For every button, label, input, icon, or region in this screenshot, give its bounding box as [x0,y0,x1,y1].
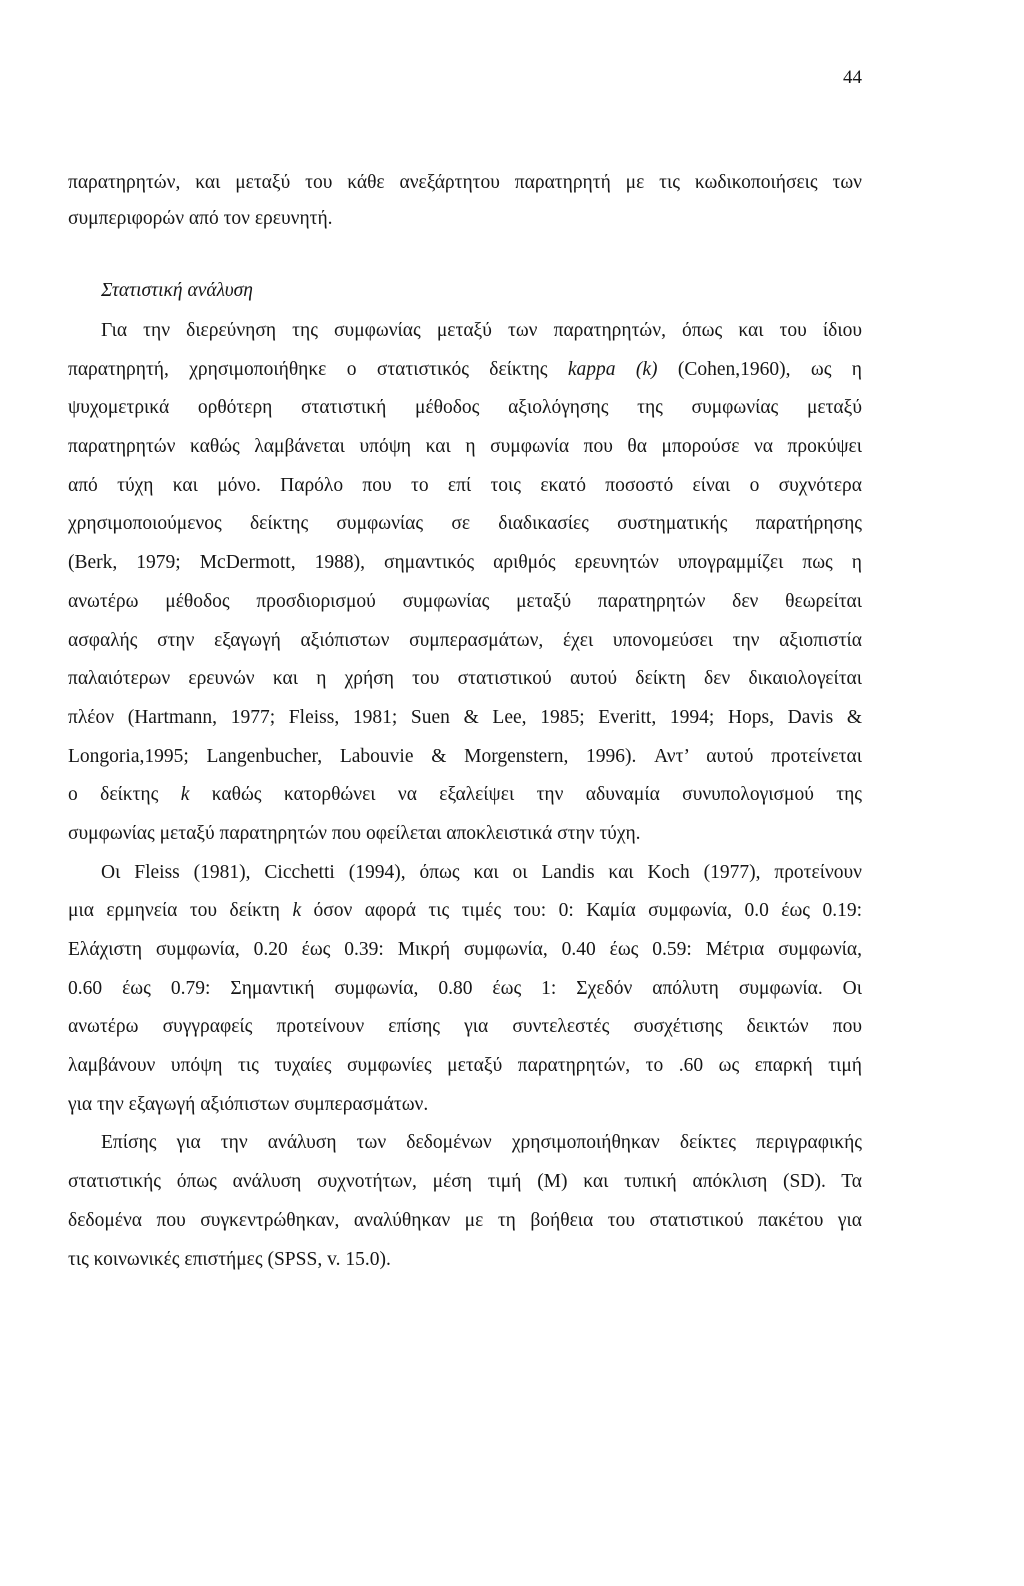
intro-paragraph [68,165,862,237]
paragraph [68,854,862,1125]
text-line: (Berk, 1979; McDermott, 1988), σημαντικός αριθμός ερευνητών υπογραμμίζει πως η [68,552,862,574]
italic-term: kappa (k) [567,358,658,380]
text-line: ψυχομετρικά ορθότερη στατιστική μέθοδος αξιολόγησης της συμφωνίας μεταξύ [68,397,862,419]
page-number: 44 [843,67,862,88]
italic-term: k [180,784,190,806]
text-line: Για την διερεύνηση της συμφωνίας μεταξύ των παρατηρητών, όπως και του ίδιου [101,320,862,341]
paragraph [68,1124,862,1279]
text-line: λαμβάνουν υπόψη τις τυχαίες συμφωνίες μεταξύ παρατηρητών, το .60 ως επαρκή τιμή [68,1055,862,1077]
text-segment: μια ερμηνεία του δείκτη [68,900,293,922]
text-line: Επίσης για την ανάλυση των δεδομένων χρησιμοποιήθηκαν δείκτες περιγραφικής [101,1132,862,1154]
text-line: χρησιμοποιούμενος δείκτης συμφωνίας σε διαδικασίες συστηματικής παρατήρησης [68,513,862,535]
text-segment: όσον αφορά τις τιμές του: 0: Καμία συμφωνία, 0.0 έως 0.19: [301,900,862,922]
section-body [68,312,862,1279]
text-line: συμπεριφορών από τον ερευνητή. [68,208,333,229]
text-line: ανωτέρω συγγραφείς προτείνουν επίσης για συντελεστές συσχέτισης δεικτών που [68,1016,862,1038]
text-line: για την εξαγωγή αξιόπιστων συμπερασμάτων. [68,1093,429,1115]
italic-term: k [292,900,302,922]
text-line: ανωτέρω μέθοδος προσδιορισμού συμφωνίας μεταξύ παρατηρητών δεν θεωρείται [68,590,862,612]
text-line: Οι Fleiss (1981), Cicchetti (1994), όπως και οι Landis και Koch (1977), προτείνουν [101,861,862,883]
text-line: πλέον (Hartmann, 1977; Fleiss, 1981; Suen & Lee, 1985; Everitt, 1994; Hops, Davis & [68,706,862,728]
text-line [68,351,862,390]
text-line: παλαιότερων ερευνών και η χρήση του στατιστικού αυτού δείκτη δεν δικαιολογείται [68,668,862,690]
paragraph [68,312,862,854]
text-line: δεδομένα που συγκεντρώθηκαν, αναλύθηκαν με τη βοήθεια του στατιστικού πακέτου για [68,1209,862,1231]
text-line: τις κοινωνικές επιστήμες (SPSS, v. 15.0). [68,1248,391,1270]
text-line [68,776,862,815]
text-line: Longoria,1995; Langenbucher, Labouvie & Morgenstern, 1996). Αντ’ αυτού προτείνεται [68,745,862,767]
text-segment: παρατηρητή, χρησιμοποιήθηκε ο στατιστικός δείκτης [68,358,568,380]
text-segment: (Cohen,1960), ως η [657,358,862,380]
section-heading: Στατιστική ανάλυση [101,280,253,301]
text-line: 0.60 έως 0.79: Σημαντική συμφωνία, 0.80 έως 1: Σχεδόν απόλυτη συμφωνία. Οι [68,977,862,999]
text-line: ασφαλής στην εξαγωγή αξιόπιστων συμπερασμάτων, έχει υπονομεύσει την αξιοπιστία [68,629,862,651]
text-line: από τύχη και μόνο. Παρόλο που το επί τοις εκατό ποσοστό είναι ο συχνότερα [68,474,862,496]
text-line: παρατηρητών καθώς λαμβάνεται υπόψη και η συμφωνία που θα μπορούσε να προκύψει [68,436,862,458]
text-segment: ο δείκτης [68,784,181,806]
text-line: Ελάχιστη συμφωνία, 0.20 έως 0.39: Μικρή συμφωνία, 0.40 έως 0.59: Μέτρια συμφωνία, [68,939,862,960]
text-line: παρατηρητών, και μεταξύ του κάθε ανεξάρτητου παρατηρητή με τις κωδικοποιήσεις των [68,172,862,193]
text-line [68,892,862,931]
text-line: συμφωνίας μεταξύ παρατηρητών που οφείλεται αποκλειστικά στην τύχη. [68,822,641,844]
text-segment: καθώς κατορθώνει να εξαλείψει την αδυναμία συνυπολογισμού της [189,784,862,806]
text-line: στατιστικής όπως ανάλυση συχνοτήτων, μέση τιμή (M) και τυπική απόκλιση (SD). Τα [68,1171,862,1193]
